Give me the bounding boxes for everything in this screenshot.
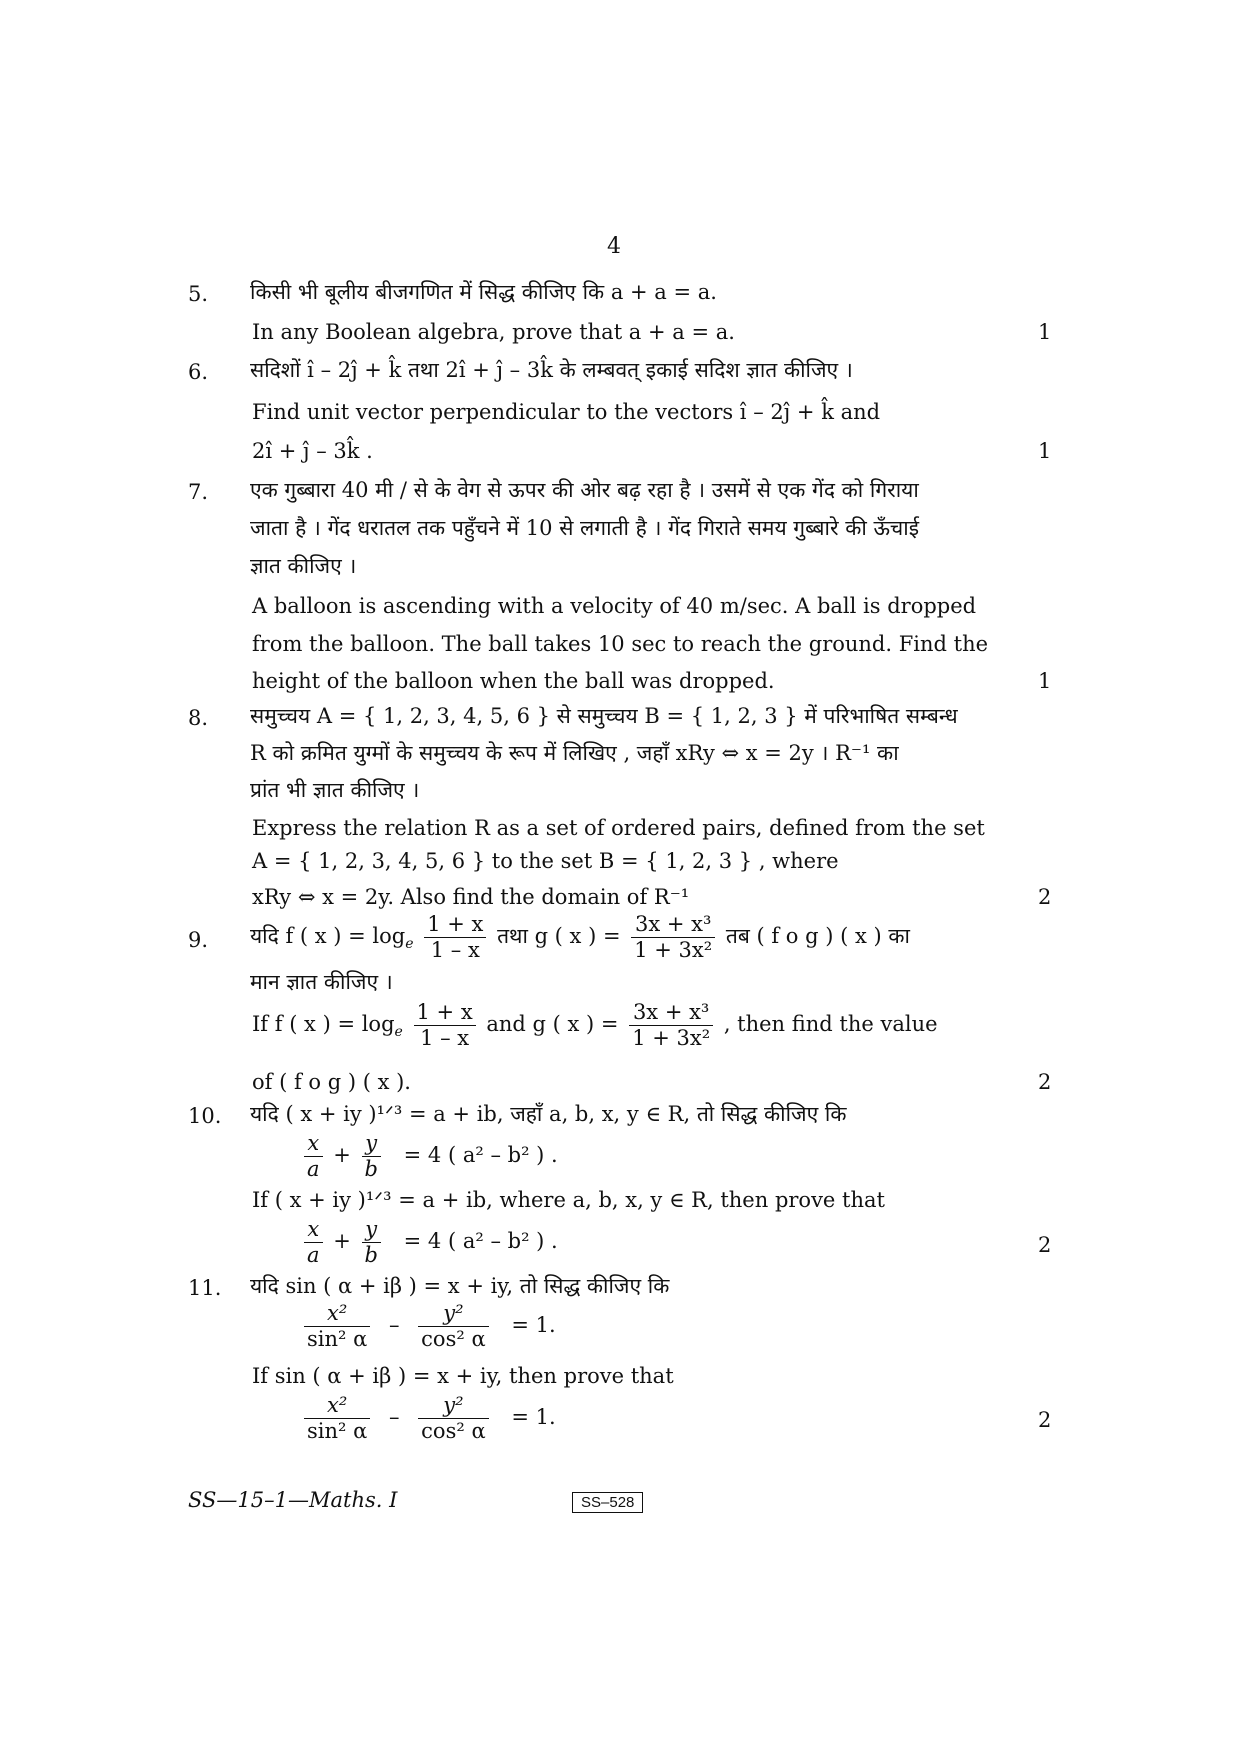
q9-hindi-prefix: यदि f ( x ) = log [250, 924, 406, 948]
q11-english-frac1-den: sin² α [307, 1419, 368, 1443]
q10-hindi-equation [300, 1130, 558, 1182]
q11-number: 11. [188, 1276, 222, 1300]
footer-code: SS–528 [572, 1492, 643, 1513]
q8-hindi-line2: R को क्रमित युग्मों के समुच्चय के रूप में लिखिए , जहाँ xRy ⇔ x = 2y । R⁻¹ का [250, 741, 899, 765]
q6-english-line2: 2î + ĵ – 3k̂ . [252, 439, 373, 463]
q9-english-frac1-num: 1 + x [414, 1000, 476, 1026]
q10-english-frac-b: b [364, 1243, 378, 1267]
q10-number: 10. [188, 1104, 222, 1128]
q9-english-fraction1 [414, 1000, 476, 1051]
q6-marks: 1 [1038, 439, 1052, 463]
q11-frac1-num: x² [304, 1301, 370, 1327]
q7-marks: 1 [1038, 669, 1052, 693]
q9-english-fraction2 [629, 1000, 713, 1051]
q9-hindi-line2: मान ज्ञात कीजिए । [250, 970, 393, 994]
q9-hindi-fraction2 [631, 912, 715, 963]
q10-frac-b: b [364, 1157, 378, 1181]
q9-log-base: e [405, 936, 414, 953]
q9-english-line2: of ( f o g ) ( x ). [252, 1070, 411, 1094]
q9-number: 9. [188, 928, 209, 952]
q9-english-prefix: If f ( x ) = log [252, 1012, 395, 1036]
q10-frac-y: y [362, 1131, 381, 1157]
q9-hindi-fraction1 [424, 912, 486, 963]
q10-hindi: यदि ( x + iy )¹ᐟ³ = a + ib, जहाँ a, b, x, y ∈ R, तो सिद्ध कीजिए कि [250, 1102, 847, 1126]
q5-english: In any Boolean algebra, prove that a + a = a. [252, 320, 735, 344]
q10-english-frac-a: a [307, 1243, 320, 1267]
q11-frac2-den: cos² α [421, 1327, 486, 1351]
q5-number: 5. [188, 282, 209, 306]
q11-hindi: यदि sin ( α + iβ ) = x + iy, तो सिद्ध कीजिए कि [250, 1274, 670, 1298]
q11-frac-x2 [304, 1301, 370, 1352]
q8-hindi-line3: प्रांत भी ज्ञात कीजिए । [250, 778, 420, 802]
page-number: 4 [607, 234, 621, 259]
q9-hindi-suffix: तब ( f o g ) ( x ) का [725, 924, 910, 948]
q9-english-mid: and g ( x ) = [486, 1012, 619, 1036]
q11-english-frac1-num: x² [304, 1393, 370, 1419]
q11-english-frac-y2 [418, 1393, 488, 1444]
q9-english-suffix: , then find the value [723, 1012, 938, 1036]
q10-plus: + [333, 1143, 351, 1167]
q10-english-frac-x: x [304, 1217, 323, 1243]
q11-frac-y2 [418, 1301, 488, 1352]
q8-english-line2: A = { 1, 2, 3, 4, 5, 6 } to the set B = { 1, 2, 3 } , where [252, 849, 839, 873]
q5-hindi: किसी भी बूलीय बीजगणित में सिद्ध कीजिए कि a + a = a. [250, 280, 717, 304]
q11-english-equation [300, 1392, 556, 1444]
q6-english-line1: Find unit vector perpendicular to the vectors î – 2ĵ + k̂ and [252, 400, 881, 424]
q10-marks: 2 [1038, 1233, 1052, 1257]
q9-hindi-frac2-num: 3x + x³ [631, 912, 715, 938]
q11-marks: 2 [1038, 1408, 1052, 1432]
q10-rhs: = 4 ( a² – b² ) . [403, 1143, 558, 1167]
q11-english-frac-x2 [304, 1393, 370, 1444]
q11-minus: – [388, 1313, 400, 1337]
q10-english-plus: + [333, 1229, 351, 1253]
q10-english-frac-x-over-a [304, 1217, 323, 1268]
q7-english-line1: A balloon is ascending with a velocity of 40 m/sec. A ball is dropped [252, 594, 977, 618]
q11-english: If sin ( α + iβ ) = x + iy, then prove that [252, 1364, 674, 1388]
q7-hindi-line2: जाता है । गेंद धरातल तक पहुँचने में 10 से लगाती है । गेंद गिराते समय गुब्बारे की ऊँचाई [250, 516, 920, 540]
q10-frac-a: a [307, 1157, 320, 1181]
q11-frac1-den: sin² α [307, 1327, 368, 1351]
q9-hindi-frac1-num: 1 + x [424, 912, 486, 938]
footer-paper-code: SS—15–1—Maths. I [188, 1488, 398, 1512]
q9-hindi-mid: तथा g ( x ) = [497, 924, 621, 948]
q11-english-frac2-den: cos² α [421, 1419, 486, 1443]
q9-hindi-frac1-den: 1 – x [430, 938, 480, 962]
q9-english-formula [252, 998, 938, 1058]
q5-marks: 1 [1038, 320, 1052, 344]
q11-frac2-num: y² [418, 1301, 488, 1327]
q8-hindi-line1: समुच्चय A = { 1, 2, 3, 4, 5, 6 } से समुच्चय B = { 1, 2, 3 } में परिभाषित सम्बन्ध [250, 704, 958, 728]
footer-code-box [572, 1490, 643, 1511]
q11-hindi-equation [300, 1300, 556, 1352]
q8-english-line3: xRy ⇔ x = 2y. Also find the domain of R⁻¹ [252, 885, 690, 909]
q10-english-equation [300, 1216, 558, 1268]
q11-english-frac2-num: y² [418, 1393, 488, 1419]
q11-english-rhs: = 1. [511, 1405, 556, 1429]
q11-rhs: = 1. [511, 1313, 556, 1337]
q9-hindi-formula [250, 910, 910, 970]
q7-hindi-line3: ज्ञात कीजिए । [250, 554, 357, 578]
q9-marks: 2 [1038, 1070, 1052, 1094]
q9-english-log-base: e [394, 1024, 403, 1041]
q10-english-frac-y-over-b [362, 1217, 381, 1268]
q7-hindi-line1: एक गुब्बारा 40 मी / से के वेग से ऊपर की ओर बढ़ रहा है । उसमें से एक गेंद को गिराया [250, 478, 919, 502]
q9-english-frac1-den: 1 – x [420, 1026, 470, 1050]
q7-number: 7. [188, 480, 209, 504]
q9-english-frac2-den: 1 + 3x² [632, 1026, 711, 1050]
q10-english: If ( x + iy )¹ᐟ³ = a + ib, where a, b, x, y ∈ R, then prove that [252, 1188, 885, 1212]
q8-english-line1: Express the relation R as a set of ordered pairs, defined from the set [252, 816, 985, 840]
q8-number: 8. [188, 706, 209, 730]
q10-frac-x: x [304, 1131, 323, 1157]
q10-english-rhs: = 4 ( a² – b² ) . [403, 1229, 558, 1253]
q11-english-minus: – [388, 1405, 400, 1429]
q10-frac-y-over-b [362, 1131, 381, 1182]
q9-english-frac2-num: 3x + x³ [629, 1000, 713, 1026]
q9-hindi-frac2-den: 1 + 3x² [634, 938, 713, 962]
q6-hindi: सदिशों î – 2ĵ + k̂ तथा 2î + ĵ – 3k̂ के लम्बवत् इकाई सदिश ज्ञात कीजिए । [250, 358, 853, 382]
q8-marks: 2 [1038, 885, 1052, 909]
q7-english-line2: from the balloon. The ball takes 10 sec to reach the ground. Find the [252, 632, 989, 656]
q6-number: 6. [188, 360, 209, 384]
q10-frac-x-over-a [304, 1131, 323, 1182]
q10-english-frac-y: y [362, 1217, 381, 1243]
q7-english-line3: height of the balloon when the ball was dropped. [252, 669, 775, 693]
